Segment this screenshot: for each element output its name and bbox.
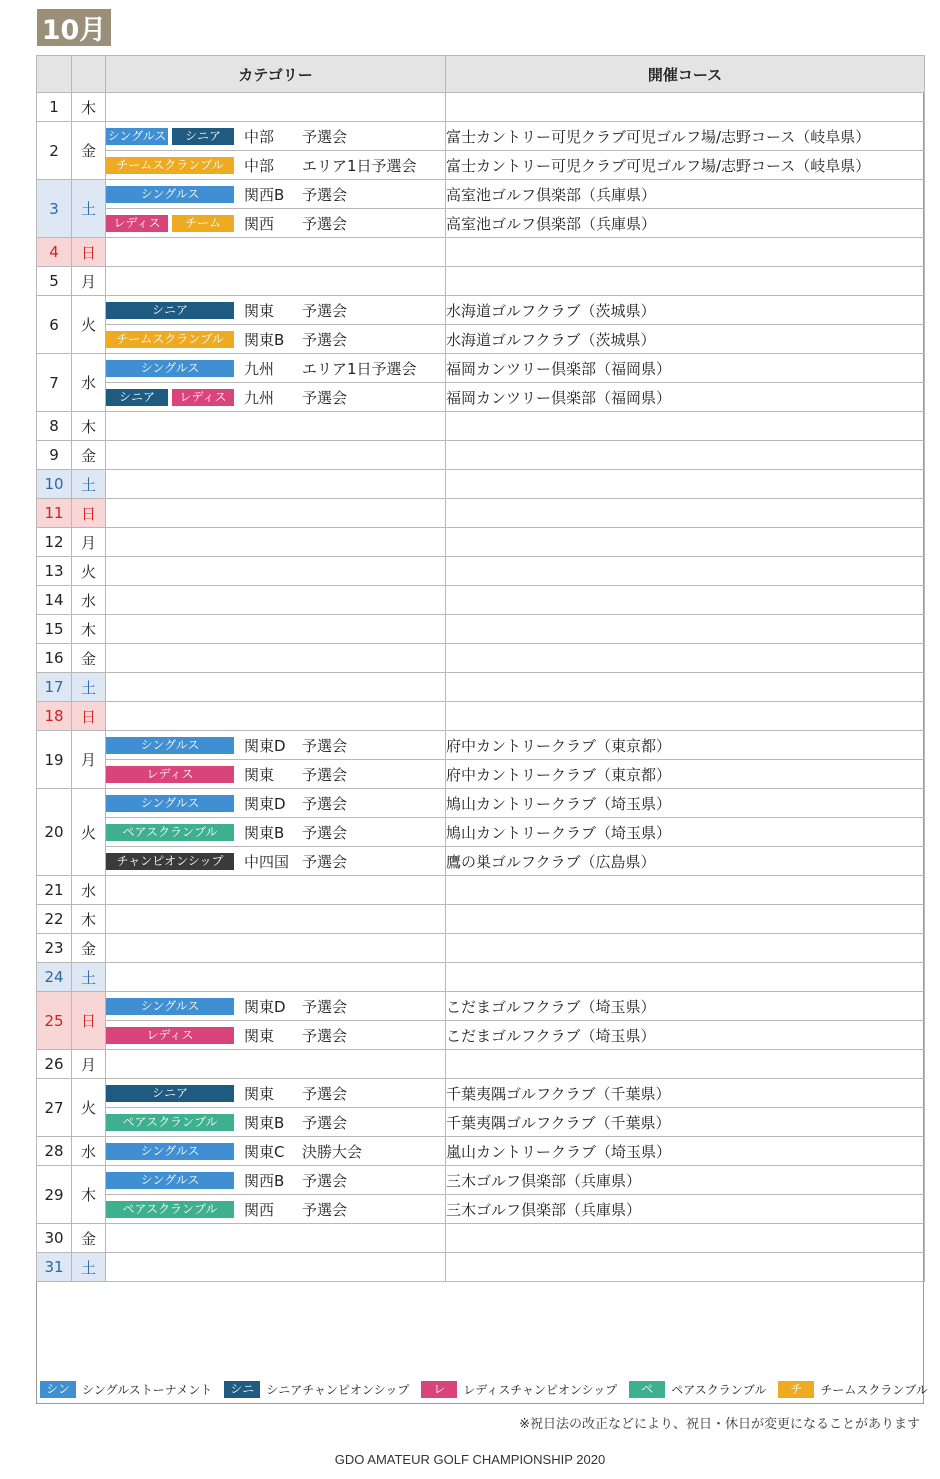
course-cell <box>446 93 925 122</box>
weekday-label: 木 <box>72 412 106 441</box>
day-number: 10 <box>37 470 72 499</box>
table-header-row <box>37 56 925 93</box>
region-label: 関東B <box>244 330 285 349</box>
course-cell <box>446 1050 925 1079</box>
category-tag: シングルス <box>106 1172 234 1189</box>
course-cell: こだまゴルフクラブ（埼玉県） <box>446 1021 925 1050</box>
course-cell: 府中カントリークラブ（東京都） <box>446 731 925 760</box>
table-row <box>37 934 925 963</box>
category-cell <box>106 1021 446 1050</box>
weekday-label: 土 <box>72 673 106 702</box>
category-tag: レディス <box>106 1027 234 1044</box>
event-type: 予選会 <box>302 185 348 204</box>
legend-item <box>40 1381 212 1398</box>
legend-swatch: ペ <box>629 1381 665 1398</box>
day-number: 7 <box>37 354 72 412</box>
course-cell <box>446 963 925 992</box>
day-number: 22 <box>37 905 72 934</box>
region-label: 関西B <box>244 185 285 204</box>
category-cell <box>106 528 446 557</box>
course-cell <box>446 876 925 905</box>
category-cell <box>106 383 446 412</box>
course-cell: 府中カントリークラブ（東京都） <box>446 760 925 789</box>
region-label: 関東B <box>244 823 285 842</box>
day-number: 30 <box>37 1224 72 1253</box>
category-tag: シングルス <box>106 1143 234 1160</box>
course-cell <box>446 905 925 934</box>
day-number: 11 <box>37 499 72 528</box>
course-cell: 千葉夷隅ゴルフクラブ（千葉県） <box>446 1108 925 1137</box>
event-type: 予選会 <box>302 794 348 813</box>
category-cell <box>106 441 446 470</box>
day-number: 31 <box>37 1253 72 1282</box>
table-row <box>37 644 925 673</box>
course-cell <box>446 586 925 615</box>
category-cell <box>106 470 446 499</box>
category-tag: チーム <box>172 215 234 232</box>
category-cell <box>106 296 446 325</box>
region-label: 中部 <box>244 127 275 146</box>
table-row <box>37 1195 925 1224</box>
category-cell <box>106 238 446 267</box>
legend-swatch: シニ <box>224 1381 260 1398</box>
event-type: 予選会 <box>302 1171 348 1190</box>
table-row <box>37 528 925 557</box>
table-row <box>37 760 925 789</box>
region-label: 関東 <box>244 1084 275 1103</box>
day-number: 13 <box>37 557 72 586</box>
category-cell <box>106 267 446 296</box>
legend-item <box>224 1381 409 1398</box>
course-cell: 三木ゴルフ倶楽部（兵庫県） <box>446 1166 925 1195</box>
event-type: 予選会 <box>302 301 348 320</box>
course-cell <box>446 238 925 267</box>
table-row <box>37 1166 925 1195</box>
day-number: 19 <box>37 731 72 789</box>
category-cell <box>106 412 446 441</box>
weekday-label: 水 <box>72 1137 106 1166</box>
course-cell <box>446 702 925 731</box>
table-row <box>37 1079 925 1108</box>
course-cell <box>446 557 925 586</box>
category-cell <box>106 93 446 122</box>
region-label: 中部 <box>244 156 275 175</box>
category-cell <box>106 151 446 180</box>
table-row <box>37 615 925 644</box>
course-cell <box>446 1253 925 1282</box>
weekday-label: 日 <box>72 238 106 267</box>
table-row <box>37 238 925 267</box>
weekday-label: 月 <box>72 1050 106 1079</box>
region-label: 関東D <box>244 794 286 813</box>
event-type: 予選会 <box>302 330 348 349</box>
table-row <box>37 1224 925 1253</box>
table-row <box>37 180 925 209</box>
day-number: 27 <box>37 1079 72 1137</box>
legend-swatch: チ <box>778 1381 814 1398</box>
weekday-label: 火 <box>72 296 106 354</box>
day-number: 21 <box>37 876 72 905</box>
category-tag: シングルス <box>107 128 167 143</box>
table-row <box>37 296 925 325</box>
course-cell <box>446 673 925 702</box>
category-cell <box>106 499 446 528</box>
legend-swatch: シン <box>40 1381 76 1398</box>
event-type: 予選会 <box>302 1026 348 1045</box>
day-number: 23 <box>37 934 72 963</box>
category-tag: シニア <box>172 128 234 145</box>
region-label: 関東B <box>244 1113 285 1132</box>
table-row <box>37 673 925 702</box>
category-tag: シニア <box>106 1085 234 1102</box>
category-cell <box>106 1224 446 1253</box>
weekday-label: 金 <box>72 122 106 180</box>
weekday-label: 水 <box>72 876 106 905</box>
category-tag: シングルス <box>106 186 234 203</box>
category-cell <box>106 731 446 760</box>
region-label: 九州 <box>244 388 275 407</box>
day-number: 17 <box>37 673 72 702</box>
category-cell <box>106 325 446 354</box>
day-number: 28 <box>37 1137 72 1166</box>
course-cell: 水海道ゴルフクラブ（茨城県） <box>446 325 925 354</box>
legend-swatch: レ <box>421 1381 457 1398</box>
course-cell <box>446 644 925 673</box>
event-type: エリア1日予選会 <box>302 156 417 175</box>
day-number: 14 <box>37 586 72 615</box>
region-label: 関東 <box>244 301 275 320</box>
table-row <box>37 876 925 905</box>
course-cell: 富士カントリー可児クラブ可児ゴルフ場/志野コース（岐阜県） <box>446 151 925 180</box>
event-type: 予選会 <box>302 214 348 233</box>
weekday-label: 日 <box>72 702 106 731</box>
category-cell <box>106 847 446 876</box>
weekday-label: 木 <box>72 1166 106 1224</box>
weekday-label: 土 <box>72 470 106 499</box>
category-cell <box>106 905 446 934</box>
table-row <box>37 470 925 499</box>
category-cell <box>106 122 446 151</box>
table-row <box>37 122 925 151</box>
table-row <box>37 586 925 615</box>
course-cell: 鳩山カントリークラブ（埼玉県） <box>446 789 925 818</box>
category-cell <box>106 702 446 731</box>
category-cell <box>106 934 446 963</box>
footer-title: GDO AMATEUR GOLF CHAMPIONSHIP 2020 <box>334 1452 606 1467</box>
weekday-label: 金 <box>72 644 106 673</box>
category-tag: チャンピオンシップ <box>106 853 234 870</box>
event-type: 予選会 <box>302 1113 348 1132</box>
weekday-label: 月 <box>72 528 106 557</box>
course-cell <box>446 1224 925 1253</box>
weekday-label: 木 <box>72 93 106 122</box>
category-cell <box>106 963 446 992</box>
day-number: 24 <box>37 963 72 992</box>
category-cell <box>106 1195 446 1224</box>
event-type: 予選会 <box>302 765 348 784</box>
course-cell <box>446 470 925 499</box>
course-cell <box>446 412 925 441</box>
table-row <box>37 1253 925 1282</box>
event-type: 予選会 <box>302 997 348 1016</box>
calendar-table <box>36 55 925 1282</box>
category-cell <box>106 586 446 615</box>
legend-label: レディスチャンピオンシップ <box>463 1383 618 1397</box>
course-cell <box>446 441 925 470</box>
region-label: 関東 <box>244 1026 275 1045</box>
category-tag: シングルス <box>106 795 234 812</box>
category-tag: チームスクランブル <box>106 157 234 174</box>
category-cell <box>106 1050 446 1079</box>
weekday-label: 土 <box>72 963 106 992</box>
region-label: 関西 <box>244 1200 275 1219</box>
weekday-label: 水 <box>72 354 106 412</box>
day-number: 3 <box>37 180 72 238</box>
weekday-label: 日 <box>72 499 106 528</box>
category-cell <box>106 180 446 209</box>
legend-label: チームスクランブル <box>820 1383 928 1397</box>
region-label: 関西 <box>244 214 275 233</box>
category-cell <box>106 1137 446 1166</box>
table-row <box>37 267 925 296</box>
event-type: 予選会 <box>302 852 348 871</box>
category-cell <box>106 760 446 789</box>
calendar-body <box>37 93 925 1282</box>
category-tag: シングルス <box>106 360 234 377</box>
legend-label: シニアチャンピオンシップ <box>266 1383 410 1397</box>
course-cell: こだまゴルフクラブ（埼玉県） <box>446 992 925 1021</box>
weekday-label: 月 <box>72 267 106 296</box>
table-row <box>37 354 925 383</box>
category-cell <box>106 644 446 673</box>
course-cell <box>446 499 925 528</box>
course-cell <box>446 267 925 296</box>
table-row <box>37 963 925 992</box>
legend <box>40 1381 940 1398</box>
weekday-label: 火 <box>72 1079 106 1137</box>
day-number: 5 <box>37 267 72 296</box>
legend-label: ペアスクランブル <box>671 1383 767 1397</box>
region-label: 九州 <box>244 359 275 378</box>
course-cell: 福岡カンツリー倶楽部（福岡県） <box>446 383 925 412</box>
table-row <box>37 499 925 528</box>
day-number: 1 <box>37 93 72 122</box>
event-type: 予選会 <box>302 1200 348 1219</box>
weekday-label: 金 <box>72 1224 106 1253</box>
table-row <box>37 1050 925 1079</box>
weekday-label: 火 <box>72 557 106 586</box>
region-label: 関西B <box>244 1171 285 1190</box>
day-number: 18 <box>37 702 72 731</box>
course-cell: 富士カントリー可児クラブ可児ゴルフ場/志野コース（岐阜県） <box>446 122 925 151</box>
table-row <box>37 325 925 354</box>
month-badge: 10月 <box>37 9 111 46</box>
day-number: 6 <box>37 296 72 354</box>
legend-item <box>778 1381 928 1398</box>
table-row <box>37 557 925 586</box>
weekday-label: 土 <box>72 1253 106 1282</box>
event-type: 予選会 <box>302 388 348 407</box>
day-number: 2 <box>37 122 72 180</box>
table-row <box>37 1137 925 1166</box>
day-number: 8 <box>37 412 72 441</box>
event-type: 決勝大会 <box>302 1142 363 1161</box>
course-cell <box>446 934 925 963</box>
table-row <box>37 847 925 876</box>
event-type: 予選会 <box>302 127 348 146</box>
day-number: 12 <box>37 528 72 557</box>
event-type: エリア1日予選会 <box>302 359 417 378</box>
category-cell <box>106 1166 446 1195</box>
table-row <box>37 992 925 1021</box>
day-number: 9 <box>37 441 72 470</box>
weekday-label: 水 <box>72 586 106 615</box>
course-cell: 鳩山カントリークラブ（埼玉県） <box>446 818 925 847</box>
header-category: カテゴリー <box>106 56 446 93</box>
region-label: 関東 <box>244 765 275 784</box>
category-tag: レディス <box>106 215 168 232</box>
region-label: 関東C <box>244 1142 285 1161</box>
course-cell: 嵐山カントリークラブ（埼玉県） <box>446 1137 925 1166</box>
table-row <box>37 151 925 180</box>
category-tag: シングルス <box>106 998 234 1015</box>
table-row <box>37 93 925 122</box>
category-cell <box>106 876 446 905</box>
weekday-label: 木 <box>72 905 106 934</box>
category-cell <box>106 557 446 586</box>
category-cell <box>106 1108 446 1137</box>
event-type: 予選会 <box>302 1084 348 1103</box>
category-cell <box>106 1079 446 1108</box>
event-type: 予選会 <box>302 823 348 842</box>
table-row <box>37 905 925 934</box>
category-cell <box>106 818 446 847</box>
event-type: 予選会 <box>302 736 348 755</box>
weekday-label: 金 <box>72 934 106 963</box>
course-cell: 福岡カンツリー倶楽部（福岡県） <box>446 354 925 383</box>
table-row <box>37 731 925 760</box>
day-number: 25 <box>37 992 72 1050</box>
legend-item <box>629 1381 766 1398</box>
day-number: 20 <box>37 789 72 876</box>
weekday-label: 火 <box>72 789 106 876</box>
category-cell <box>106 209 446 238</box>
weekday-label: 月 <box>72 731 106 789</box>
table-row <box>37 441 925 470</box>
course-cell: 三木ゴルフ倶楽部（兵庫県） <box>446 1195 925 1224</box>
category-tag: シニア <box>106 302 234 319</box>
header-course: 開催コース <box>446 56 925 93</box>
day-number: 26 <box>37 1050 72 1079</box>
course-cell: 高室池ゴルフ倶楽部（兵庫県） <box>446 180 925 209</box>
category-tag: チームスクランブル <box>106 331 234 348</box>
table-row <box>37 383 925 412</box>
legend-label: シングルストーナメント <box>82 1383 213 1397</box>
weekday-label: 土 <box>72 180 106 238</box>
weekday-label: 木 <box>72 615 106 644</box>
category-cell <box>106 992 446 1021</box>
legend-item <box>421 1381 617 1398</box>
table-row <box>37 1108 925 1137</box>
table-row <box>37 818 925 847</box>
day-number: 29 <box>37 1166 72 1224</box>
course-cell <box>446 528 925 557</box>
region-label: 関東D <box>244 997 286 1016</box>
region-label: 中四国 <box>244 852 290 871</box>
category-tag: レディス <box>172 389 234 406</box>
holiday-note: ※祝日法の改正などにより、祝日・休日が変更になることがあります <box>519 1417 920 1432</box>
header-weekday <box>72 56 106 93</box>
category-tag: ペアスクランブル <box>106 1114 234 1131</box>
category-tag: シニア <box>106 389 168 406</box>
table-row <box>37 412 925 441</box>
day-number: 4 <box>37 238 72 267</box>
course-cell: 千葉夷隅ゴルフクラブ（千葉県） <box>446 1079 925 1108</box>
category-tag: ペアスクランブル <box>106 1201 234 1218</box>
table-row <box>37 702 925 731</box>
table-row <box>37 209 925 238</box>
weekday-label: 金 <box>72 441 106 470</box>
category-cell <box>106 615 446 644</box>
day-number: 15 <box>37 615 72 644</box>
category-cell <box>106 354 446 383</box>
header-day <box>37 56 72 93</box>
course-cell: 高室池ゴルフ倶楽部（兵庫県） <box>446 209 925 238</box>
course-cell: 水海道ゴルフクラブ（茨城県） <box>446 296 925 325</box>
category-tag: レディス <box>106 766 234 783</box>
day-number: 16 <box>37 644 72 673</box>
table-row <box>37 1021 925 1050</box>
category-cell <box>106 1253 446 1282</box>
course-cell <box>446 615 925 644</box>
region-label: 関東D <box>244 736 286 755</box>
table-row <box>37 789 925 818</box>
category-cell <box>106 673 446 702</box>
category-tag: ペアスクランブル <box>106 824 234 841</box>
course-cell: 鷹の巣ゴルフクラブ（広島県） <box>446 847 925 876</box>
category-cell <box>106 789 446 818</box>
category-tag: シングルス <box>106 737 234 754</box>
weekday-label: 日 <box>72 992 106 1050</box>
